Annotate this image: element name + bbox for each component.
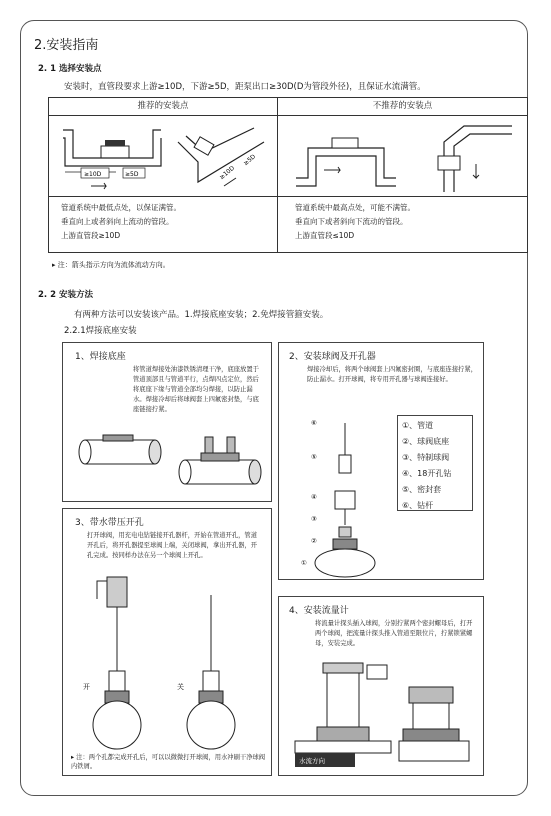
dim-10d-label: ≥10D: [84, 171, 102, 178]
step-1-text: 将管道焊接处油漆铁锈清理干净，底座放置于管道顶部且与管道平行，点焊四点定位，然后将底座下缘与管道全部均匀焊接，以防止漏水。焊接冷却后将球阀套上四氟密封垫，与底座链接拧紧。: [133, 366, 259, 413]
marker-2: ②: [311, 537, 317, 545]
step-3-note: ▸ 注：两个孔都完成开孔后，可以以微微打开球阀，用水冲刷干净球阀内铁屑。: [71, 754, 266, 770]
subsection-2-2-1: 2.2.1焊接底座安装: [64, 326, 137, 336]
dim-5d-label: ≥5D: [125, 171, 139, 178]
marker-3: ③: [311, 515, 317, 523]
dim-10d-label-2: ≥10D: [218, 164, 237, 182]
marker-5: ⑤: [311, 453, 317, 461]
step-3-title: 3、带水带压开孔: [75, 518, 144, 528]
not-recommended-header: 不推荐的安装点: [278, 98, 527, 116]
not-recommended-notes: 管道系统中最高点处，可能不满管。 垂直向下或者斜向下流动的管段。 上游直管段≤10D: [295, 203, 415, 240]
recommended-pipe-diagram-1: [61, 126, 161, 191]
marker-1: ①: [301, 559, 307, 567]
recommended-pipe-diagram-2: [174, 122, 269, 194]
dim-5d-label-2: ≥5D: [242, 153, 258, 168]
step-box-install-meter: [278, 596, 484, 776]
step-box-weld-base: [62, 342, 272, 502]
step-box-ball-valve: [278, 342, 484, 580]
section-2-1-text: 安装时，直管段要求上游≥10D，下游≥5D，距泵出口≥30D(D为管段外径)，且保证水流满管。: [64, 82, 426, 92]
step-1-title: 1、焊接底座: [75, 352, 126, 362]
ball-valve-assembly-illustration: [299, 415, 389, 575]
flow-meter-illustration: [287, 657, 479, 772]
marker-6: ⑥: [311, 419, 317, 427]
step-3-text: 打开球阀，用充电电钻链接开孔器杆，开始在管道开孔，管道开孔后，将开孔器提至球阀上端，关闭球阀，拿出开孔器，开孔完成。按同样办法在另一个球阀上开孔。: [87, 532, 258, 559]
recommended-header: 推荐的安装点: [49, 98, 277, 116]
hot-tap-illustration: [73, 575, 263, 745]
step-box-hot-tap: [62, 508, 272, 776]
recommended-notes: 管道系统中最低点处，以保证满管。 垂直向上或者斜向上流动的管段。 上游直管段≥10D: [61, 203, 181, 240]
marker-4: ④: [311, 493, 317, 501]
flow-direction-label: 水流方向: [299, 757, 325, 765]
parts-legend: ①、管道 ②、球阀底座 ③、特制球阀 ④、18开孔钻 ⑤、密封套 ⑥、钻杆: [397, 415, 473, 511]
step-4-title: 4、安装流量计: [289, 606, 349, 616]
page-title: 2.安装指南: [34, 38, 99, 53]
section-heading-2-2: 2. 2 安装方法: [38, 290, 93, 300]
not-recommended-pipe-diagram-2: [424, 122, 514, 192]
step-4-text: 将流量计探头插入球阀，分别拧紧两个密封螺母后，打开两个球阀，把流量计探头推入管道至限位片，拧紧锁紧螺母，安装完成。: [315, 620, 473, 647]
not-recommended-pipe-diagram-1: [294, 128, 399, 190]
section-2-2-text: 有两种方法可以安装该产品。1.焊接底座安装；2.免焊接管箍安装。: [74, 310, 329, 320]
install-point-table: [48, 97, 528, 253]
close-label: 关: [177, 683, 184, 691]
step-2-title: 2、安装球阀及开孔器: [289, 352, 376, 362]
section-heading-2-1: 2. 1 选择安装点: [38, 64, 102, 74]
open-label: 开: [83, 683, 90, 691]
weld-base-illustration: [75, 427, 265, 497]
step-2-text: 焊接冷却后，将两个球阀套上四氟密封圈，与底座连接拧紧，防止漏水。打开球阀，将专用开孔器与球阀连接好。: [307, 366, 478, 383]
arrow-note: ▸ 注：箭头指示方向为流体流动方向。: [52, 261, 170, 269]
